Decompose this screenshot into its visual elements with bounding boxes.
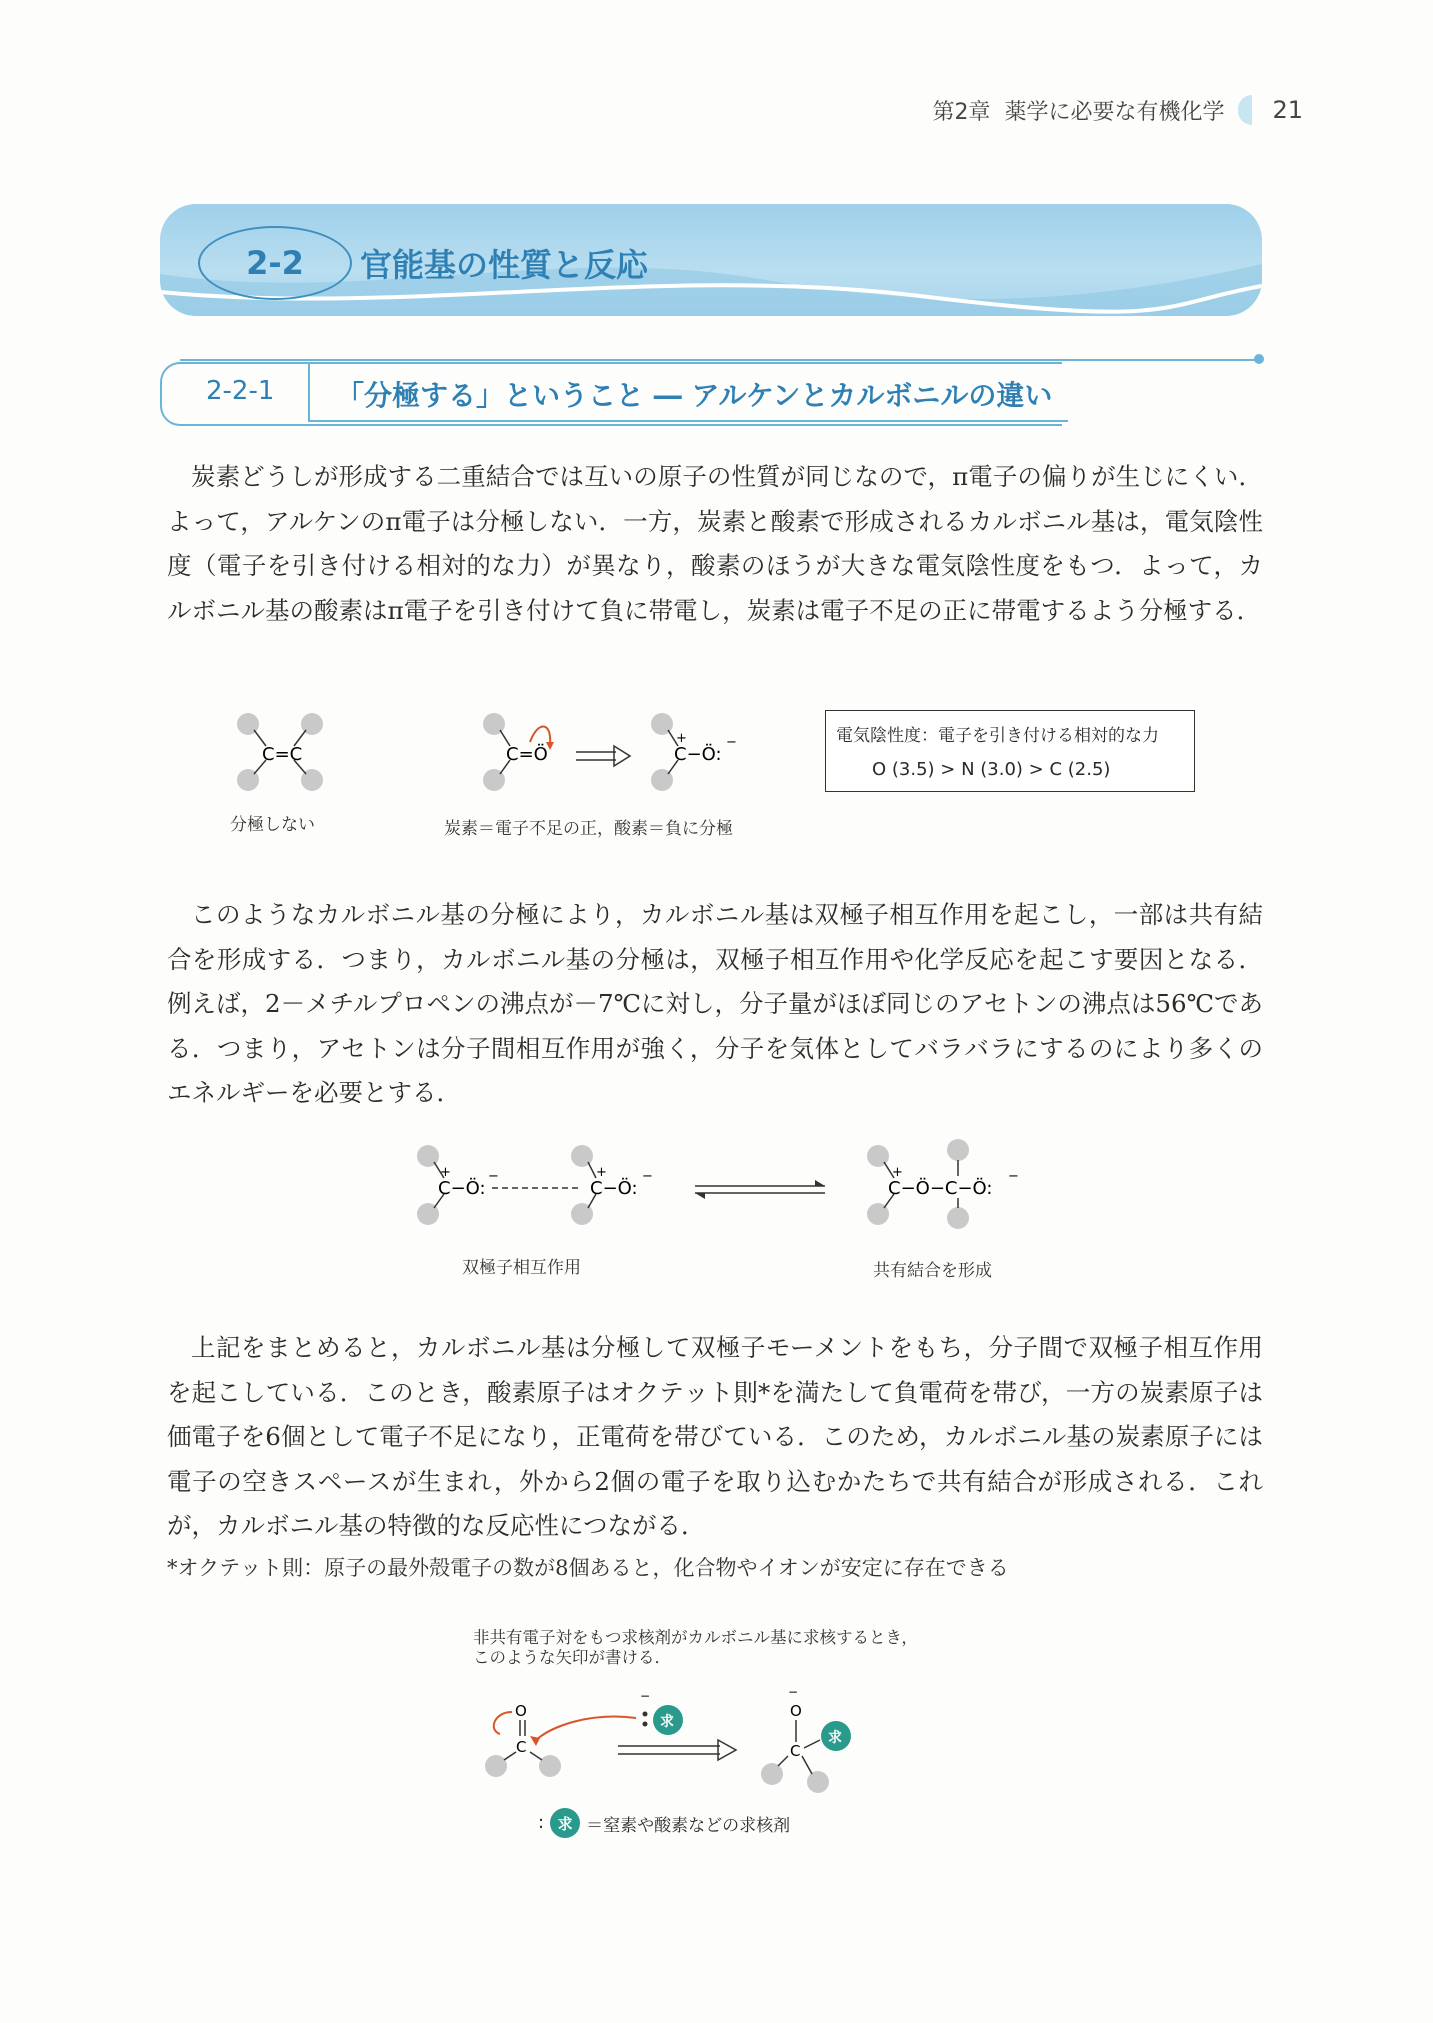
carbonyl-reactant (485, 1702, 636, 1777)
svg-text:+: + (892, 1165, 903, 1180)
figure-nucleophilic-attack (470, 1690, 890, 1800)
running-header (932, 90, 1303, 130)
svg-text:O: O (790, 1702, 802, 1720)
caption-dipole: 双極子相互作用 (462, 1258, 581, 1278)
electronegativity-box (825, 710, 1195, 792)
nucleophile (640, 1690, 683, 1735)
paragraph-2 (167, 893, 1263, 1116)
polarized-carbonyl-structure (651, 713, 737, 791)
svg-text:C=Ö: C=Ö (506, 744, 548, 765)
svg-text:−: − (488, 1169, 499, 1184)
nucleophile-badge-text: 求 (660, 1714, 674, 1730)
svg-text:−: − (1008, 1169, 1019, 1184)
box-order: O (3.5) > N (3.0) > C (2.5) (872, 759, 1111, 780)
svg-text:+: + (440, 1165, 451, 1180)
covalent-dimer (867, 1139, 1019, 1229)
figure-dipole-interaction (410, 1136, 1030, 1236)
page-number: 21 (1272, 96, 1303, 124)
svg-text:−: − (726, 735, 737, 750)
right-arrow (576, 746, 630, 766)
caption-alkene: 分極しない (230, 815, 315, 835)
box-title: 電気陰性度：電子を引き付ける相対的な力 (836, 726, 1159, 746)
figure-polarization (220, 700, 780, 810)
rule-line (308, 420, 1068, 422)
alkene-structure (237, 713, 323, 791)
chapter-title: 薬学に必要な有機化学 (1004, 99, 1225, 125)
figure-note (473, 1628, 918, 1668)
dipole-pair (417, 1145, 653, 1225)
reaction-arrow (618, 1740, 736, 1760)
tetrahedral-product (761, 1690, 851, 1793)
rule-line (180, 359, 1260, 361)
svg-text:C−Ö:: C−Ö: (674, 744, 722, 765)
note-line: 非共有電子対をもつ求核剤がカルボニル基に求核するとき， (473, 1628, 918, 1647)
svg-text:C−Ö:: C−Ö: (590, 1178, 638, 1199)
footnote-octet-rule: *オクテット則：原子の最外殻電子の数が8個あると，化合物やイオンが安定に存在できる (167, 1556, 1009, 1580)
chapter-label: 第2章 (932, 99, 991, 125)
paragraph-3 (167, 1326, 1263, 1549)
svg-text:−: − (640, 1690, 651, 1703)
legend-text: ＝窒素や酸素などの求核剤 (586, 1815, 791, 1836)
rule-end-dot (1254, 354, 1264, 364)
svg-text:C−Ö−C−Ö:: C−Ö−C−Ö: (888, 1178, 993, 1199)
caption-covalent: 共有結合を形成 (873, 1261, 992, 1281)
svg-text:−: − (642, 1169, 653, 1184)
nucleophile-badge-text: 求 (828, 1730, 842, 1746)
body-text: このようなカルボニル基の分極により，カルボニル基は双極子相互作用を起こし，一部は共有結合を形成する．つまり，カルボニル基の分極は，双極子相互作用や化学反応を起こす要因となる．例えば，2－メチルプロペンの沸点が－7℃に対し，分子量がほぼ同じのアセトンの沸点は56℃である．つまり，アセトンは分子間相互作用が強く，分子を気体としてバラバラにするのにより多くのエネルギーを必要とする． (167, 900, 1263, 1107)
body-text: 炭素どうしが形成する二重結合では互いの原子の性質が同じなので，π電子の偏りが生じにくい．よって，アルケンのπ電子は分極しない．一方，炭素と酸素で形成されるカルボニル基は，電気陰性度（電子を引き付ける相対的な力）が異なり，酸素のほうが大きな電気陰性度をもつ．よって，カルボニル基の酸素はπ電子を引き付けて負に帯電し，炭素は電子不足の正に帯電するよう分極する． (167, 462, 1263, 625)
subsection-heading (160, 362, 1260, 424)
body-text: 上記をまとめると，カルボニル基は分極して双極子モーメントをもち，分子間で双極子相互作用を起こしている．このとき，酸素原子はオクテット則*を満たして負電荷を帯び，一方の炭素原子は価電子を6個として電子不足になり，正電荷を帯びている．このため，カルボニル基の炭素原子には電子の空きスペースが生まれ，外から2個の電子を取り込むかたちで共有結合が形成される．これが，カルボニル基の特徴的な反応性につながる． (167, 1333, 1263, 1540)
svg-text:C−Ö:: C−Ö: (438, 1178, 486, 1199)
nucleophile-legend (538, 1808, 790, 1838)
divider (308, 362, 310, 422)
section-banner (160, 204, 1262, 316)
svg-text:−: − (788, 1690, 799, 1699)
subsection-number: 2-2-1 (206, 376, 275, 406)
svg-text:O: O (515, 1702, 527, 1720)
svg-text:+: + (676, 731, 687, 746)
note-line: このような矢印が書ける． (473, 1648, 671, 1667)
svg-text:+: + (596, 1165, 607, 1180)
section-title: 官能基の性質と反応 (360, 246, 649, 284)
svg-text:C: C (516, 1738, 527, 1756)
svg-text:C: C (790, 1742, 801, 1760)
carbonyl-structure (483, 713, 554, 791)
caption-carbonyl: 炭素＝電子不足の正，酸素＝負に分極 (444, 819, 733, 839)
section-number: 2-2 (198, 226, 352, 300)
subsection-title: 「分極する」ということ ― アルケンとカルボニルの違い (336, 379, 1053, 412)
lone-pair-dots: : (538, 1812, 545, 1833)
svg-text:C=C: C=C (262, 744, 303, 765)
equilibrium-arrow (695, 1180, 825, 1199)
page-tab-marker (1238, 95, 1252, 125)
nucleophile-badge: 求 (550, 1808, 580, 1838)
paragraph-1 (167, 455, 1263, 633)
